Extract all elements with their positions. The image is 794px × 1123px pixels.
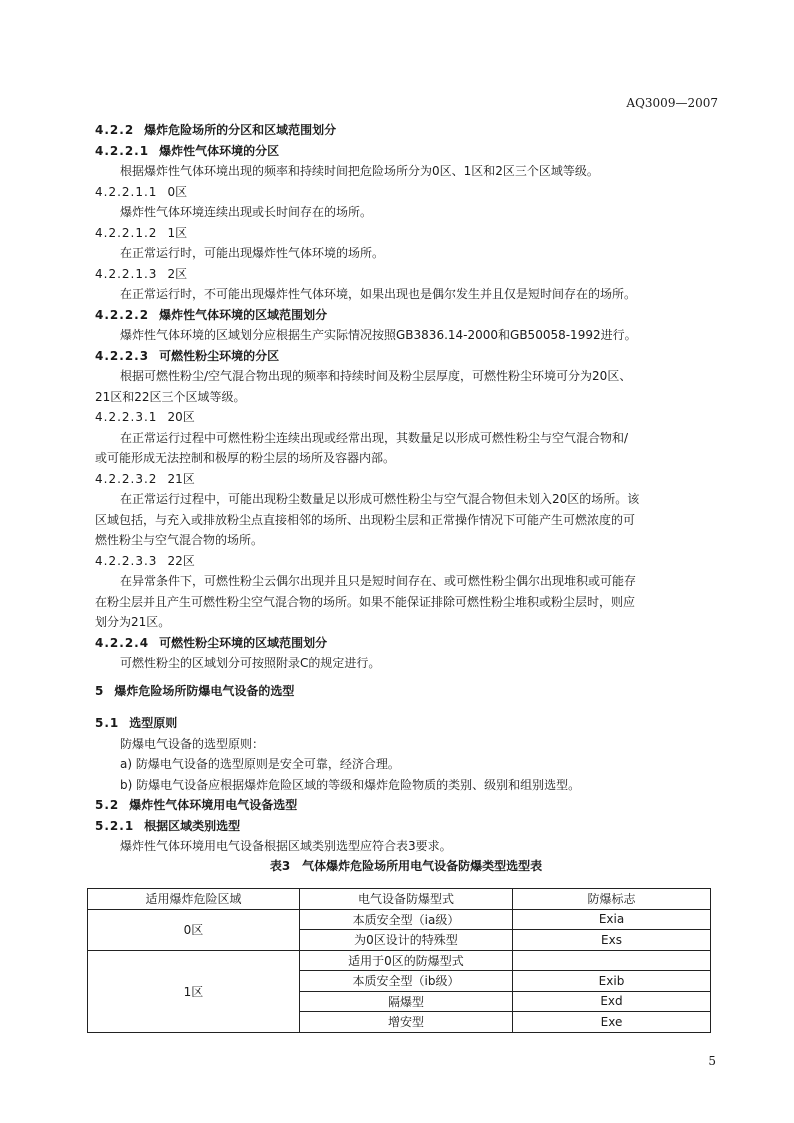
table-cell: Exia	[513, 909, 711, 930]
paragraph: 在正常运行过程中，可能出现粉尘数量足以形成可燃性粉尘与空气混合物但未划入20区的场所。该	[120, 492, 640, 506]
paragraph: 爆炸性气体环境用电气设备根据区域类别选型应符合表3要求。	[120, 839, 452, 853]
table-cell: Exe	[513, 1012, 711, 1033]
paragraph: 根据可燃性粉尘/空气混合物出现的频率和持续时间及粉尘层厚度，可燃性粉尘环境可分为20区、	[120, 369, 632, 383]
heading-5-2-1: 5.2.1 根据区域类别选型	[95, 818, 241, 833]
heading-4-2-2-1-2: 4.2.2.1.2 1区	[95, 225, 188, 240]
paragraph: 根据爆炸性气体环境出现的频率和持续时间把危险场所分为0区、1区和2区三个区域等级。	[120, 164, 599, 178]
heading-5-1: 5.1 选型原则	[95, 716, 178, 730]
standard-code: AQ3009—2007	[626, 96, 718, 110]
heading-4-2-2-4: 4.2.2.4 可燃性粉尘环境的区域范围划分	[95, 635, 328, 650]
paragraph-continuation: 划分为21区。	[95, 615, 171, 629]
table-cell: 隔爆型	[300, 991, 513, 1012]
table-cell: Exd	[513, 991, 711, 1012]
table-row	[88, 909, 711, 930]
paragraph: 可燃性粉尘的区域划分可按照附录C的规定进行。	[120, 656, 381, 670]
paragraph-continuation: 21区和22区三个区域等级。	[95, 389, 246, 404]
zone-cell: 1区	[88, 950, 300, 1032]
table-caption: 表3 气体爆炸危险场所用电气设备防爆类型选型表	[269, 858, 543, 873]
page-number: 5	[708, 1054, 716, 1068]
table-header-cell: 防爆标志	[513, 889, 711, 910]
table-cell: 本质安全型（ib级）	[300, 971, 513, 992]
table-cell: 本质安全型（ia级）	[300, 909, 513, 930]
paragraph-continuation: 燃性粉尘与空气混合物的场所。	[95, 533, 264, 547]
paragraph-continuation: 在粉尘层并且产生可燃性粉尘空气混合物的场所。如果不能保证排除可燃性粉尘堆积或粉尘层时，则应	[95, 594, 636, 609]
paragraph-continuation: 或可能形成无法控制和极厚的粉尘层的场所及容器内部。	[95, 451, 396, 465]
heading-4-2-2-3-1: 4.2.2.3.1 20区	[95, 410, 195, 424]
paragraph: 在正常运行过程中可燃性粉尘连续出现或经常出现，其数量足以形成可燃性粉尘与空气混合物和/	[120, 430, 629, 445]
table-cell	[513, 950, 711, 971]
heading-4-2-2-1-3: 4.2.2.1.3 2区	[95, 266, 188, 281]
explosion-proof-selection-table	[87, 888, 711, 1033]
heading-5-2: 5.2 爆炸性气体环境用电气设备选型	[95, 798, 298, 812]
heading-4-2-2-1: 4.2.2.1 爆炸性气体环境的分区	[95, 143, 280, 158]
table-header-cell: 适用爆炸危险区域	[88, 889, 300, 910]
table-cell: 增安型	[300, 1012, 513, 1033]
table-row	[88, 950, 711, 971]
paragraph-continuation: 区域包括，与充入或排放粉尘点直接相邻的场所、出现粉尘层和正常操作情况下可能产生可燃浓度的可	[95, 512, 636, 527]
paragraph: 爆炸性气体环境连续出现或长时间存在的场所。	[120, 205, 373, 219]
heading-5: 5 爆炸危险场所防爆电气设备的选型	[95, 683, 295, 698]
heading-4-2-2-2: 4.2.2.2 爆炸性气体环境的区域范围划分	[95, 307, 328, 322]
table-cell: 适用于0区的防爆型式	[300, 950, 513, 971]
paragraph: 防爆电气设备的选型原则：	[120, 736, 265, 751]
zone-cell: 0区	[88, 909, 300, 950]
table-cell: 为0区设计的特殊型	[300, 930, 513, 951]
table-header-cell: 电气设备防爆型式	[300, 889, 513, 910]
paragraph: 在异常条件下，可燃性粉尘云偶尔出现并且只是短时间存在、或可燃性粉尘偶尔出现堆积或可能存	[120, 574, 637, 588]
table-header-row	[88, 889, 711, 910]
heading-4-2-2-3: 4.2.2.3 可燃性粉尘环境的分区	[95, 348, 280, 363]
list-item-b: b) 防爆电气设备应根据爆炸危险区域的等级和爆炸危险物质的类别、级别和组别选型。	[120, 777, 581, 792]
paragraph: 在正常运行时，可能出现爆炸性气体环境的场所。	[120, 246, 385, 260]
paragraph: 爆炸性气体环境的区域划分应根据生产实际情况按照GB3836.14-2000和GB50058-1992进行。	[120, 328, 637, 342]
heading-4-2-2-3-3: 4.2.2.3.3 22区	[95, 553, 195, 568]
heading-4-2-2-1-1: 4.2.2.1.1 0区	[95, 184, 188, 199]
heading-4-2-2: 4.2.2 爆炸危险场所的分区和区域范围划分	[95, 123, 337, 137]
list-item-a: a) 防爆电气设备的选型原则是安全可靠，经济合理。	[120, 757, 400, 771]
heading-4-2-2-3-2: 4.2.2.3.2 21区	[95, 471, 195, 486]
document-body	[95, 120, 717, 875]
table-cell: Exs	[513, 930, 711, 951]
paragraph: 在正常运行时，不可能出现爆炸性气体环境，如果出现也是偶尔发生并且仅是短时间存在的场所。	[120, 287, 637, 301]
table-cell: Exib	[513, 971, 711, 992]
